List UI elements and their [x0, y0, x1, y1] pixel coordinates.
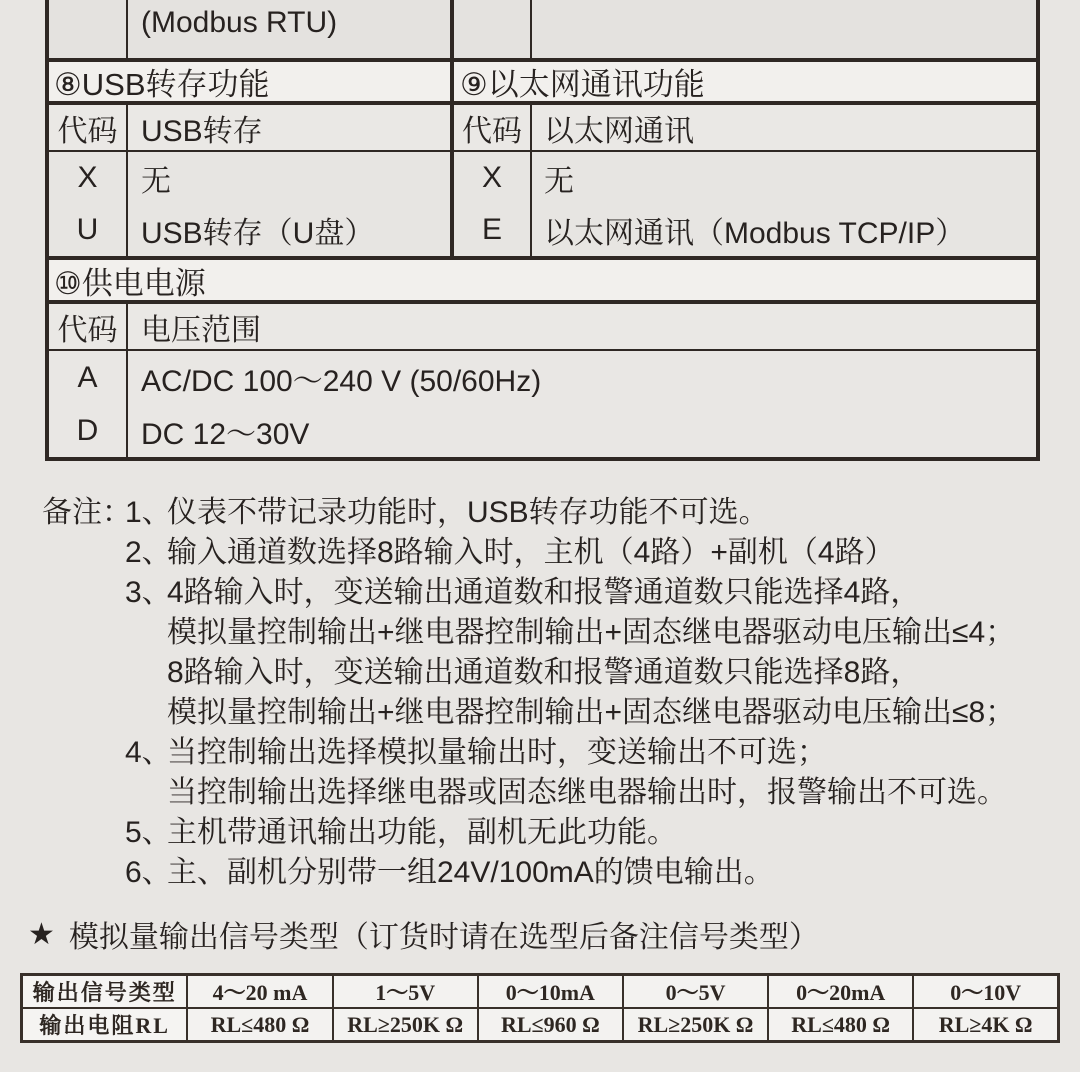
load-resistance-row-header: 输出电阻RL [22, 1008, 188, 1042]
value-cell: 无 [544, 165, 574, 198]
carryover-row [49, 0, 1036, 62]
note-number: 1、 [125, 496, 172, 529]
section10-data-block [49, 351, 1036, 457]
note-text: 当控制输出选择模拟量输出时，变送输出不可选； [167, 736, 827, 769]
analog-output-note-text: 模拟量输出信号类型（订货时请在选型后备注信号类型） [68, 921, 819, 954]
section9-code-column [454, 152, 532, 256]
analog-output-note [28, 914, 819, 954]
code-cell: X [77, 161, 98, 194]
note-number: 4、 [125, 736, 172, 769]
section8-code-header: 代码 [49, 105, 128, 150]
note-line [125, 729, 1015, 769]
value-cell: USB转存（U盘） [141, 217, 375, 250]
signal-type-cell: 0～10mA [478, 975, 623, 1009]
note-line [125, 849, 1015, 889]
section10-code-header-row [49, 304, 1036, 351]
section9-value-column [532, 152, 1036, 256]
section9-code-header: 代码 [454, 105, 532, 150]
note-number: 5、 [125, 816, 172, 849]
load-resistance-cell: RL≤480 Ω [187, 1008, 332, 1042]
section9-value-header: 以太网通讯 [544, 114, 694, 148]
load-resistance-cell: RL≥250K Ω [333, 1008, 478, 1042]
code-header-row [49, 105, 1036, 152]
note-number: 6、 [125, 856, 172, 889]
note-text: 主、副机分别带一组24V/100mA的馈电输出。 [167, 856, 774, 889]
note-line [167, 609, 1015, 649]
note-text: 4路输入时，变送输出通道数和报警通道数只能选择4路， [167, 576, 921, 609]
section8-value-header: USB转存 [128, 105, 454, 150]
note-text: 8路输入时，变送输出通道数和报警通道数只能选择8路， [167, 656, 921, 689]
section10-code-header: 代码 [49, 304, 128, 349]
value-cell: 以太网通讯（Modbus TCP/IP） [544, 217, 966, 250]
value-cell: DC 12～30V [141, 417, 310, 451]
load-resistance-row [22, 1008, 1059, 1042]
section9-title: ⑨以太网通讯功能 [460, 67, 705, 102]
load-resistance-cell: RL≤480 Ω [768, 1008, 913, 1042]
section8-9-data-block [49, 152, 1036, 260]
star-icon: ★ [28, 917, 55, 951]
signal-type-cell: 1～5V [333, 975, 478, 1009]
signal-type-cell: 0～20mA [768, 975, 913, 1009]
signal-type-table [20, 973, 1060, 1043]
note-text: 模拟量控制输出+继电器控制输出+固态继电器驱动电压输出≤4； [167, 616, 1016, 649]
code-cell: A [77, 360, 98, 394]
carryover-code-cell-right [454, 0, 532, 58]
note-text: 仪表不带记录功能时，USB转存功能不可选。 [167, 496, 769, 529]
note-line [42, 489, 1015, 529]
signal-type-row [22, 975, 1059, 1009]
section8-code-column [49, 152, 128, 256]
signal-type-cell: 4～20 mA [187, 975, 332, 1009]
section10-value-header: 电压范围 [141, 313, 261, 347]
signal-type-cell: 0～5V [623, 975, 768, 1009]
carryover-code-cell [49, 0, 128, 58]
section10-value-column [128, 351, 1036, 457]
value-cell: AC/DC 100～240 V (50/60Hz) [141, 364, 542, 398]
value-cell: 无 [141, 165, 171, 198]
code-cell: U [76, 213, 99, 246]
note-text: 主机带通讯输出功能，副机无此功能。 [167, 816, 677, 849]
section10-code-column [49, 351, 128, 457]
notes-label: 备注： [42, 496, 132, 529]
signal-type-row-header: 输出信号类型 [22, 975, 188, 1009]
code-cell: D [76, 413, 99, 447]
code-cell: X [481, 161, 502, 194]
note-text: 模拟量控制输出+继电器控制输出+固态继电器驱动电压输出≤8； [167, 696, 1016, 729]
note-line [167, 769, 1015, 809]
load-resistance-cell: RL≤960 Ω [478, 1008, 623, 1042]
note-number: 2、 [125, 536, 172, 569]
note-number: 3、 [125, 576, 172, 609]
model-selection-table [45, 0, 1040, 461]
note-line [167, 649, 1015, 689]
section10-header-row [49, 260, 1036, 304]
note-line [167, 689, 1015, 729]
note-line [125, 809, 1015, 849]
section-header-row [49, 62, 1036, 105]
note-line [125, 569, 1015, 609]
section8-title: ⑧USB转存功能 [49, 62, 454, 101]
carryover-value-cell: (Modbus RTU) [128, 0, 454, 58]
notes-section [42, 489, 1015, 889]
note-text: 当控制输出选择继电器或固态继电器输出时，报警输出不可选。 [167, 776, 1007, 809]
carryover-value-cell-right [532, 0, 1036, 58]
load-resistance-cell: RL≥4K Ω [913, 1008, 1058, 1042]
signal-type-cell: 0～10V [913, 975, 1058, 1009]
note-text: 输入通道数选择8路输入时，主机（4路）+副机（4路） [167, 536, 895, 569]
load-resistance-cell: RL≥250K Ω [623, 1008, 768, 1042]
section8-value-column [128, 152, 454, 256]
section10-title: ⑩供电电源 [54, 265, 206, 301]
code-cell: E [481, 213, 502, 246]
note-line [125, 529, 1015, 569]
